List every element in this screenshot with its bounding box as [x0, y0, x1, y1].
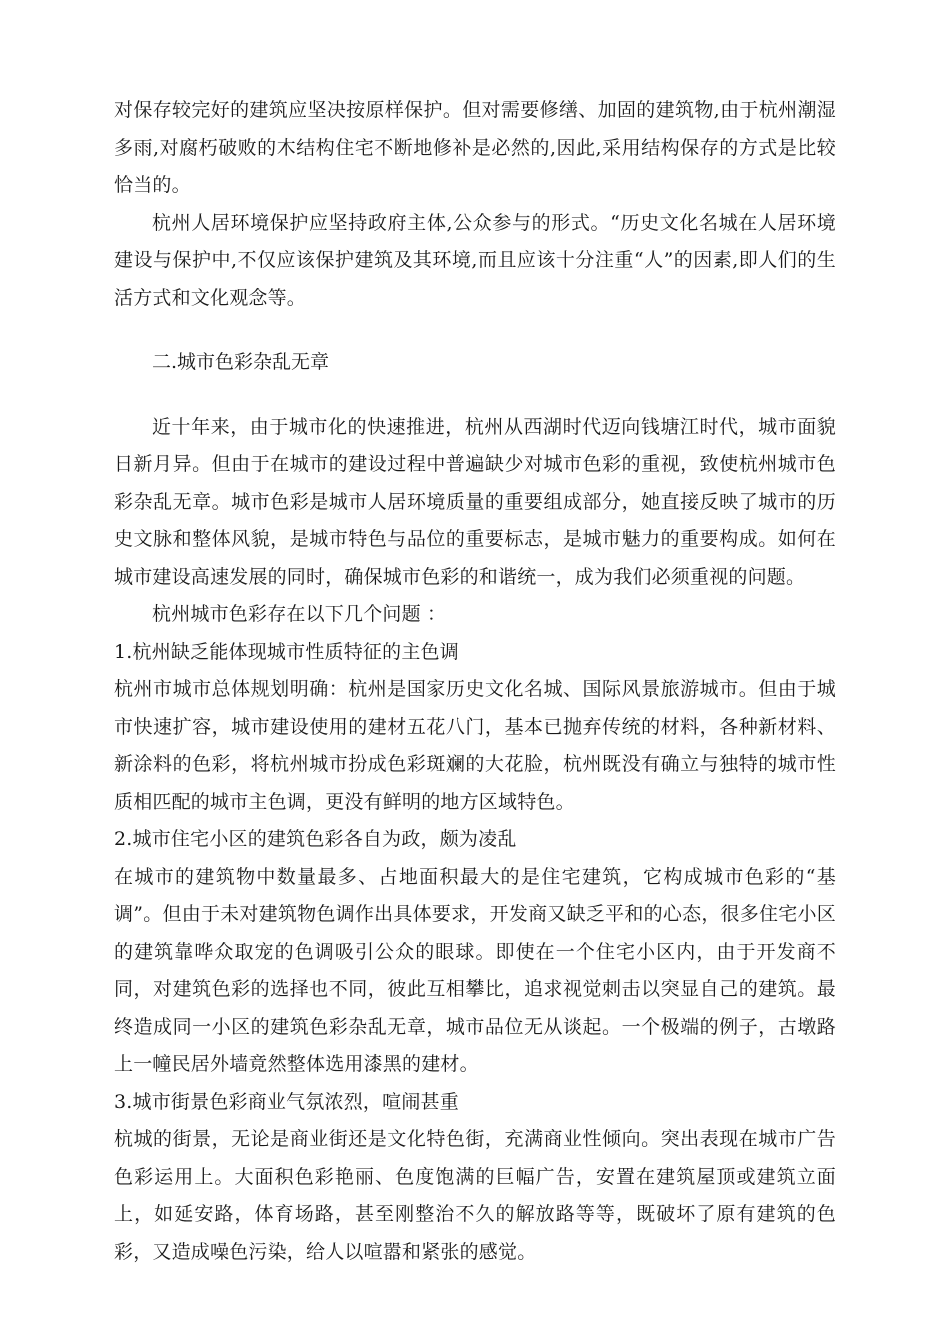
problem-2-title: 2.城市住宅小区的建筑色彩各自为政，颇为凌乱: [114, 828, 517, 850]
paragraph-public-participation: 杭州人居环境保护应坚持政府主体,公众参与的形式。“历史文化名城在人居环境建设与保护中,不仅应该保护建筑及其环境,而且应该十分注重“人”的因素,即人们的生活方式和文化观念等。: [114, 211, 836, 309]
document-page: [114, 92, 836, 1271]
paragraph-city-color-intro: 近十年来，由于城市化的快速推进，杭州从西湖时代迈向钱塘江时代，城市面貌日新月异。但由于在城市的建设过程中普遍缺少对城市色彩的重视，致使杭州城市色彩杂乱无章。城市色彩是城市人居环境质量的重要组成部分，她直接反映了城市的历史文脉和整体风貌，是城市特色与品位的重要标志，是城市魅力的重要构成。如何在城市建设高速发展的同时，确保城市色彩的和谐统一，成为我们必须重视的问题。: [114, 415, 836, 588]
section-heading: 二.城市色彩杂乱无章: [152, 351, 330, 373]
problem-1-body: 杭州市城市总体规划明确：杭州是国家历史文化名城、国际风景旅游城市。但由于城市快速扩容，城市建设使用的建材五花八门，基本已抛弃传统的材料，各种新材料、新涂料的色彩，将杭州城市扮成色彩斑斓的大花脸，杭州既没有确立与独特的城市性质相匹配的城市主色调，更没有鲜明的地方区域特色。: [114, 678, 836, 813]
paragraph-preservation: 对保存较完好的建筑应坚决按原样保护。但对需要修缮、加固的建筑物,由于杭州潮湿多雨,对腐朽破败的木结构住宅不断地修补是必然的,因此,采用结构保存的方式是比较恰当的。: [114, 99, 836, 196]
problem-2-body: 在城市的建筑物中数量最多、占地面积最大的是住宅建筑，它构成城市色彩的“基调”。但由于未对建筑物色调作出具体要求，开发商又缺乏平和的心态，很多住宅小区的建筑靠哗众取宠的色调吸引公众的眼球。即使在一个住宅小区内，由于开发商不同，对建筑色彩的选择也不同，彼此互相攀比，追求视觉刺击以突显自己的建筑。最终造成同一小区的建筑色彩杂乱无章，城市品位无从谈起。一个极端的例子，古墩路上一幢民居外墙竟然整体选用漆黑的建材。: [114, 865, 836, 1075]
problem-3-body: 杭城的街景，无论是商业街还是文化特色街，充满商业性倾向。突出表现在城市广告色彩运用上。大面积色彩艳丽、色度饱满的巨幅广告，安置在建筑屋顶或建筑立面上，如延安路，体育场路，甚至刚整治不久的解放路等等，既破坏了原有建筑的色彩，又造成噪色污染，给人以喧嚣和紧张的感觉。: [114, 1128, 836, 1263]
paragraph-problems-intro: 杭州城市色彩存在以下几个问题 ：: [152, 603, 447, 625]
problem-3-title: 3.城市街景色彩商业气氛浓烈，喧闹甚重: [114, 1090, 459, 1113]
problem-1-title: 1.杭州缺乏能体现城市性质特征的主色调: [114, 640, 459, 663]
